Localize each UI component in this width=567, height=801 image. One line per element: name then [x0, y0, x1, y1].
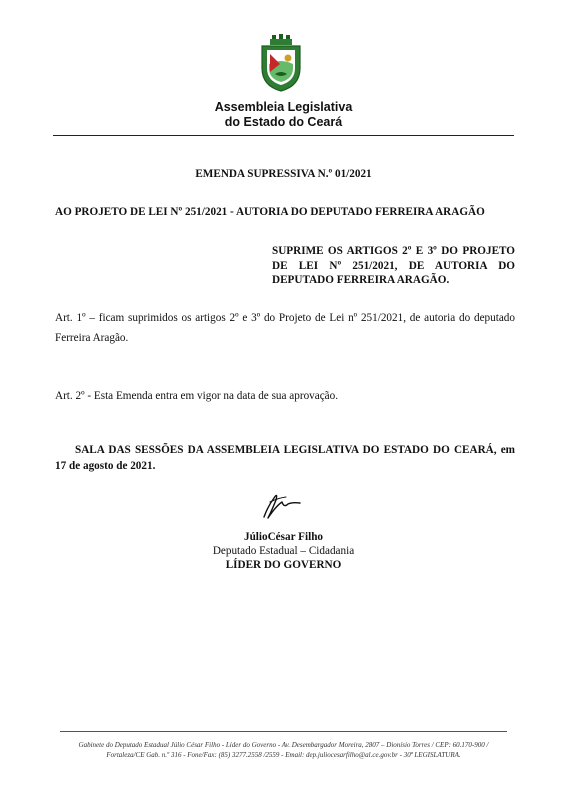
institution-name-line2: do Estado do Ceará [224, 115, 343, 129]
article-1: Art. 1º – ficam suprimidos os artigos 2º e 3º do Projeto de Lei nº 251/2021, de autoria do deputado Ferreira Aragão. [55, 312, 515, 344]
closing-statement: SALA DAS SESSÕES DA ASSEMBLEIA LEGISLATIVA DO ESTADO DO CEARÁ, em 17 de agosto de 2021. [55, 444, 515, 472]
document-title: EMENDA SUPRESSIVA N.º 01/2021 [195, 168, 372, 180]
article-2: Art. 2º - Esta Emenda entra em vigor na data de sua aprovação. [55, 390, 339, 402]
footer-divider [60, 731, 507, 732]
footer-address-line2: Fortaleza/CE Gab. n.º 316 - Fone/Fax: (85) 3277.2558 /2559 - Email: dep.juliocesarfilho@al.ce.gov.br - 30ª LEGISLATURA. [106, 751, 461, 759]
ceara-coat-of-arms-icon [258, 34, 304, 92]
handwritten-signature [250, 484, 310, 524]
document-subject: AO PROJETO DE LEI Nº 251/2021 - AUTORIA DO DEPUTADO FERREIRA ARAGÃO [55, 206, 485, 218]
signatory-role: Deputado Estadual – Cidadania [212, 545, 355, 557]
footer-address-line1: Gabinete do Deputado Estadual Júlio César Filho - Líder do Governo - Av. Desembargador Moreira, 2807 – Dionísio Torres / CEP: 60.170-900 / [78, 741, 489, 749]
amendment-summary: SUPRIME OS ARTIGOS 2º E 3º DO PROJETO DE LEI Nº 251/2021, DE AUTORIA DO DEPUTADO FERREIRA ARAGÃO. [272, 245, 515, 286]
institution-name-line1: Assembleia Legislativa [214, 100, 353, 114]
signatory-leadership: LÍDER DO GOVERNO [225, 559, 342, 571]
header-divider [53, 135, 514, 136]
signatory-name: JúlioCésar Filho [243, 531, 324, 543]
